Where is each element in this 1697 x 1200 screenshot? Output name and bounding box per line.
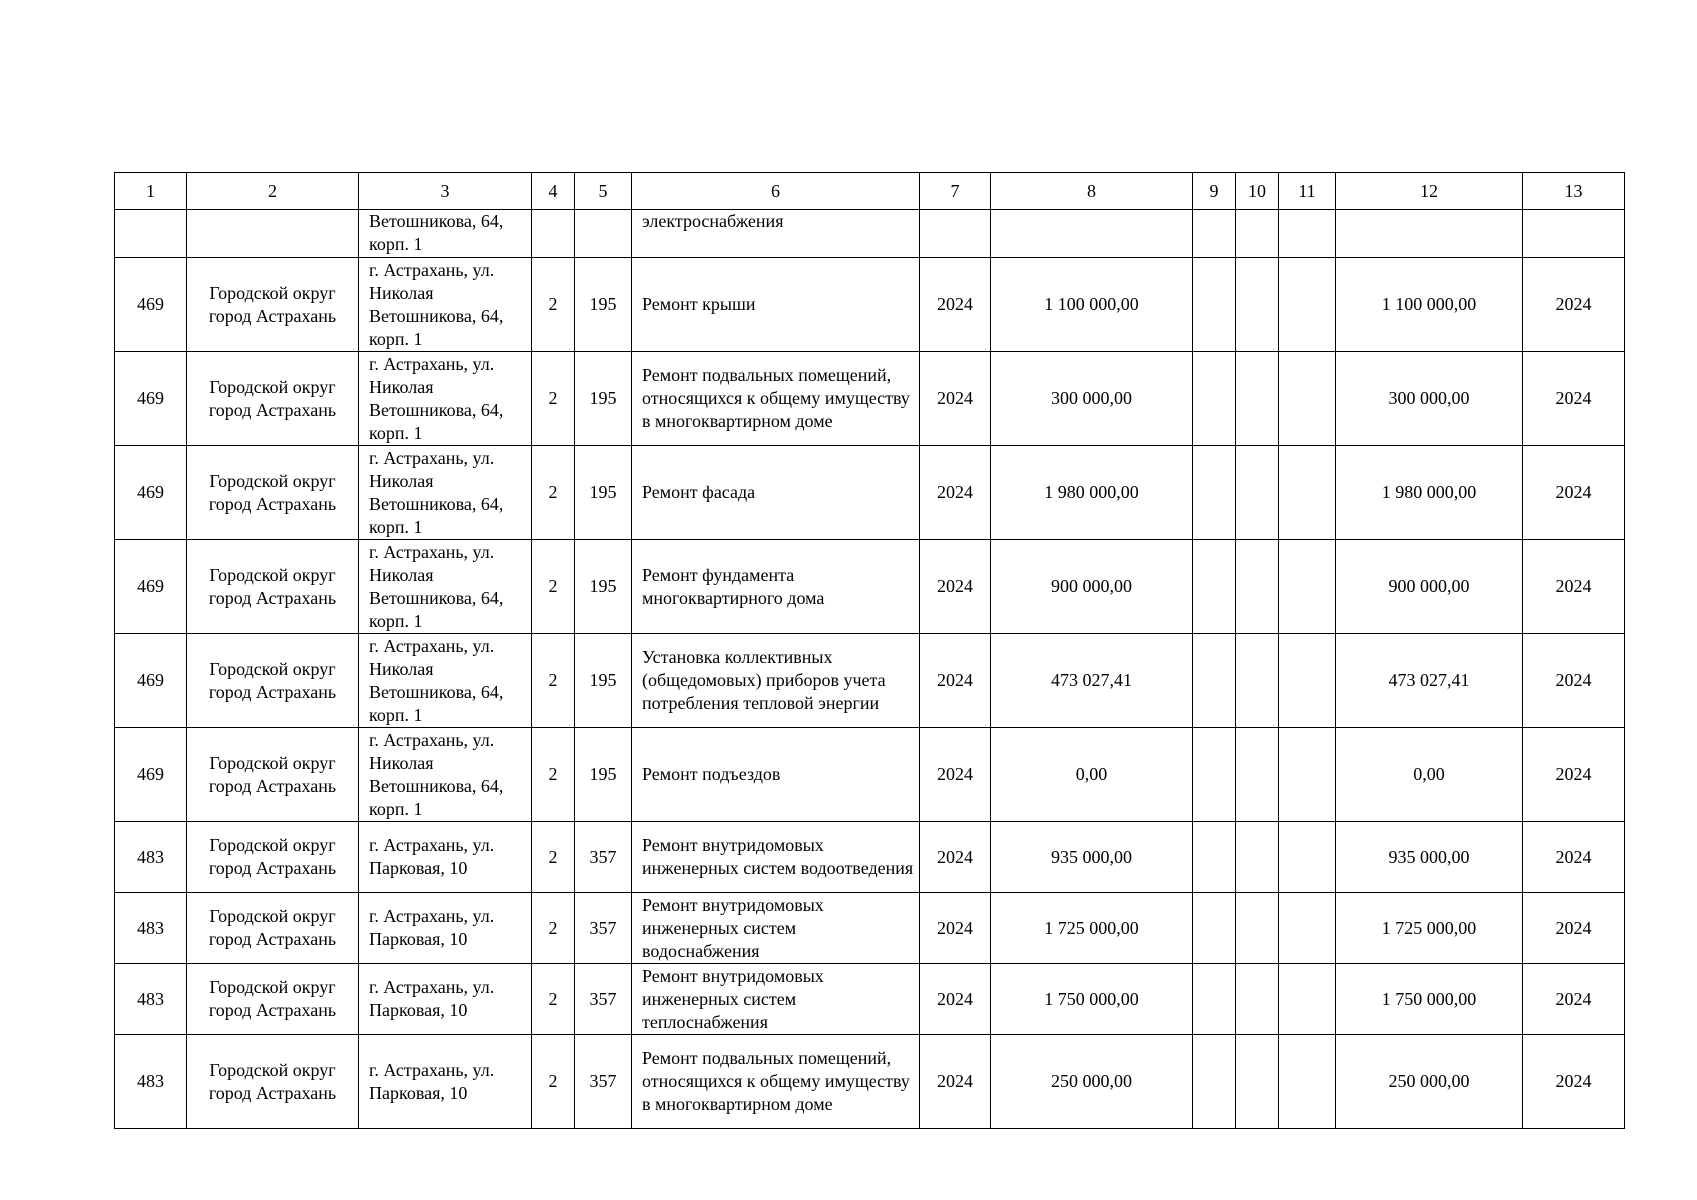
header-cell: 9 xyxy=(1193,173,1236,210)
cost-cell: 1 100 000,00 xyxy=(991,258,1193,352)
municipality-cell: Городской округ город Астрахань xyxy=(187,540,359,634)
stat-cell: 195 xyxy=(575,258,632,352)
address-cell: г. Астрахань, ул. Парковая, 10 xyxy=(359,822,532,893)
row-number-cell: 483 xyxy=(115,822,187,893)
address-cell: г. Астрахань, ул. Парковая, 10 xyxy=(359,964,532,1035)
municipality-cell: Городской округ город Астрахань xyxy=(187,822,359,893)
table-cell xyxy=(1236,728,1279,822)
table-cell xyxy=(1193,728,1236,822)
work-type-cell: Ремонт внутридомовых инженерных систем водоснабжения xyxy=(632,893,920,964)
table-cell xyxy=(991,210,1193,258)
year-cell: 2024 xyxy=(920,540,991,634)
table-cell xyxy=(1236,352,1279,446)
year-cell: 2024 xyxy=(920,964,991,1035)
table-cell xyxy=(1193,258,1236,352)
table-row xyxy=(115,964,1625,1035)
header-cell: 1 xyxy=(115,173,187,210)
header-cell: 2 xyxy=(187,173,359,210)
table-cell xyxy=(1523,210,1625,258)
stat-cell: 2 xyxy=(532,822,575,893)
cost-cell: 250 000,00 xyxy=(991,1035,1193,1129)
stat-cell: 2 xyxy=(532,446,575,540)
work-type-cell: Ремонт фасада xyxy=(632,446,920,540)
municipality-cell: Городской округ город Астрахань xyxy=(187,634,359,728)
table-cell xyxy=(1193,964,1236,1035)
year-cell: 2024 xyxy=(920,728,991,822)
stat-cell: 195 xyxy=(575,540,632,634)
row-number-cell: 469 xyxy=(115,352,187,446)
table-row xyxy=(115,728,1625,822)
cost-cell: 1 725 000,00 xyxy=(1336,893,1523,964)
table-cell xyxy=(1193,352,1236,446)
table-cell xyxy=(1279,964,1336,1035)
cost-cell: 900 000,00 xyxy=(1336,540,1523,634)
header-cell: 4 xyxy=(532,173,575,210)
municipality-cell: Городской округ город Астрахань xyxy=(187,446,359,540)
table-cell xyxy=(1236,1035,1279,1129)
cost-cell: 935 000,00 xyxy=(1336,822,1523,893)
row-number-cell: 469 xyxy=(115,540,187,634)
header-cell: 6 xyxy=(632,173,920,210)
year-cell: 2024 xyxy=(1523,893,1625,964)
cost-cell: 1 750 000,00 xyxy=(1336,964,1523,1035)
year-cell: 2024 xyxy=(920,446,991,540)
stat-cell: 357 xyxy=(575,1035,632,1129)
year-cell: 2024 xyxy=(920,893,991,964)
work-type-cell: электроснабжения xyxy=(632,210,920,258)
header-cell: 8 xyxy=(991,173,1193,210)
table-row xyxy=(115,258,1625,352)
header-cell: 7 xyxy=(920,173,991,210)
year-cell: 2024 xyxy=(1523,258,1625,352)
table-cell xyxy=(1193,1035,1236,1129)
cost-cell: 1 725 000,00 xyxy=(991,893,1193,964)
year-cell: 2024 xyxy=(1523,1035,1625,1129)
address-cell: Ветошникова, 64, корп. 1 xyxy=(359,210,532,258)
municipality-cell: Городской округ город Астрахань xyxy=(187,893,359,964)
table-row xyxy=(115,893,1625,964)
table-cell xyxy=(1279,893,1336,964)
stat-cell: 2 xyxy=(532,540,575,634)
year-cell: 2024 xyxy=(1523,352,1625,446)
cost-cell: 1 750 000,00 xyxy=(991,964,1193,1035)
year-cell: 2024 xyxy=(920,352,991,446)
stat-cell: 195 xyxy=(575,634,632,728)
table-cell xyxy=(1279,210,1336,258)
stat-cell: 2 xyxy=(532,964,575,1035)
cost-cell: 935 000,00 xyxy=(991,822,1193,893)
cost-cell: 900 000,00 xyxy=(991,540,1193,634)
address-cell: г. Астрахань, ул. Николая Ветошникова, 64, корп. 1 xyxy=(359,258,532,352)
cost-cell: 1 100 000,00 xyxy=(1336,258,1523,352)
data-rows xyxy=(115,258,1625,1129)
table-cell xyxy=(1279,634,1336,728)
table-cell xyxy=(1279,352,1336,446)
stat-cell: 357 xyxy=(575,964,632,1035)
repair-program-table xyxy=(114,172,1625,1129)
table-cell xyxy=(1193,446,1236,540)
row-number-cell: 483 xyxy=(115,893,187,964)
header-cell: 3 xyxy=(359,173,532,210)
table-row xyxy=(115,540,1625,634)
table-row xyxy=(115,1035,1625,1129)
cost-cell: 473 027,41 xyxy=(1336,634,1523,728)
stat-cell: 195 xyxy=(575,352,632,446)
address-cell: г. Астрахань, ул. Парковая, 10 xyxy=(359,1035,532,1129)
municipality-cell: Городской округ город Астрахань xyxy=(187,352,359,446)
table-cell xyxy=(1236,634,1279,728)
municipality-cell: Городской округ город Астрахань xyxy=(187,964,359,1035)
table-cell xyxy=(1193,634,1236,728)
table-cell xyxy=(1279,446,1336,540)
stat-cell: 2 xyxy=(532,728,575,822)
table-row xyxy=(115,634,1625,728)
work-type-cell: Установка коллективных (общедомовых) приборов учета потребления тепловой энергии xyxy=(632,634,920,728)
header-cell: 13 xyxy=(1523,173,1625,210)
year-cell: 2024 xyxy=(1523,728,1625,822)
table-cell xyxy=(1236,446,1279,540)
row-number-cell: 469 xyxy=(115,728,187,822)
table-cell xyxy=(1236,210,1279,258)
year-cell: 2024 xyxy=(1523,964,1625,1035)
work-type-cell: Ремонт внутридомовых инженерных систем теплоснабжения xyxy=(632,964,920,1035)
table-row xyxy=(115,822,1625,893)
municipality-cell: Городской округ город Астрахань xyxy=(187,728,359,822)
cost-cell: 1 980 000,00 xyxy=(991,446,1193,540)
address-cell: г. Астрахань, ул. Николая Ветошникова, 64, корп. 1 xyxy=(359,634,532,728)
address-cell: г. Астрахань, ул. Николая Ветошникова, 64, корп. 1 xyxy=(359,540,532,634)
year-cell: 2024 xyxy=(1523,540,1625,634)
table-cell xyxy=(1279,822,1336,893)
table-cell xyxy=(1236,258,1279,352)
year-cell: 2024 xyxy=(1523,446,1625,540)
row-number-cell: 483 xyxy=(115,1035,187,1129)
year-cell: 2024 xyxy=(1523,822,1625,893)
stat-cell: 357 xyxy=(575,893,632,964)
table-cell xyxy=(1236,964,1279,1035)
cost-cell: 473 027,41 xyxy=(991,634,1193,728)
row-number-cell: 483 xyxy=(115,964,187,1035)
stat-cell: 2 xyxy=(532,1035,575,1129)
table-cell xyxy=(115,210,187,258)
row-number-cell: 469 xyxy=(115,634,187,728)
cost-cell: 300 000,00 xyxy=(991,352,1193,446)
year-cell: 2024 xyxy=(920,822,991,893)
table-cell xyxy=(1279,728,1336,822)
municipality-cell: Городской округ город Астрахань xyxy=(187,258,359,352)
year-cell: 2024 xyxy=(920,634,991,728)
header-cell: 10 xyxy=(1236,173,1279,210)
table-cell xyxy=(1336,210,1523,258)
year-cell: 2024 xyxy=(920,1035,991,1129)
address-cell: г. Астрахань, ул. Николая Ветошникова, 64, корп. 1 xyxy=(359,352,532,446)
work-type-cell: Ремонт подъездов xyxy=(632,728,920,822)
work-type-cell: Ремонт подвальных помещений, относящихся к общему имуществу в многоквартирном доме xyxy=(632,352,920,446)
table-cell xyxy=(532,210,575,258)
cost-cell: 250 000,00 xyxy=(1336,1035,1523,1129)
header-cell: 12 xyxy=(1336,173,1523,210)
column-number-row xyxy=(115,173,1625,210)
stat-cell: 2 xyxy=(532,258,575,352)
work-type-cell: Ремонт крыши xyxy=(632,258,920,352)
table-row xyxy=(115,446,1625,540)
stat-cell: 357 xyxy=(575,822,632,893)
address-cell: г. Астрахань, ул. Николая Ветошникова, 64, корп. 1 xyxy=(359,446,532,540)
table-cell xyxy=(1193,210,1236,258)
table-row xyxy=(115,352,1625,446)
table-cell xyxy=(1193,540,1236,634)
row-number-cell: 469 xyxy=(115,258,187,352)
work-type-cell: Ремонт фундамента многоквартирного дома xyxy=(632,540,920,634)
table-cell xyxy=(1279,540,1336,634)
stat-cell: 2 xyxy=(532,893,575,964)
table-cell xyxy=(1193,822,1236,893)
continuation-row xyxy=(115,210,1625,258)
work-type-cell: Ремонт внутридомовых инженерных систем водоотведения xyxy=(632,822,920,893)
address-cell: г. Астрахань, ул. Николая Ветошникова, 64, корп. 1 xyxy=(359,728,532,822)
cost-cell: 0,00 xyxy=(991,728,1193,822)
table-cell xyxy=(1193,893,1236,964)
table-cell xyxy=(1236,893,1279,964)
table-cell xyxy=(1279,1035,1336,1129)
stat-cell: 2 xyxy=(532,352,575,446)
header-cell: 11 xyxy=(1279,173,1336,210)
municipality-cell: Городской округ город Астрахань xyxy=(187,1035,359,1129)
header-cell: 5 xyxy=(575,173,632,210)
table-cell xyxy=(920,210,991,258)
stat-cell: 195 xyxy=(575,446,632,540)
stat-cell: 195 xyxy=(575,728,632,822)
work-type-cell: Ремонт подвальных помещений, относящихся к общему имуществу в многоквартирном доме xyxy=(632,1035,920,1129)
cost-cell: 0,00 xyxy=(1336,728,1523,822)
address-cell: г. Астрахань, ул. Парковая, 10 xyxy=(359,893,532,964)
table-cell xyxy=(1279,258,1336,352)
cost-cell: 1 980 000,00 xyxy=(1336,446,1523,540)
year-cell: 2024 xyxy=(920,258,991,352)
table-cell xyxy=(1236,822,1279,893)
stat-cell: 2 xyxy=(532,634,575,728)
table-cell xyxy=(1236,540,1279,634)
cost-cell: 300 000,00 xyxy=(1336,352,1523,446)
table-cell xyxy=(575,210,632,258)
table-cell xyxy=(187,210,359,258)
row-number-cell: 469 xyxy=(115,446,187,540)
year-cell: 2024 xyxy=(1523,634,1625,728)
